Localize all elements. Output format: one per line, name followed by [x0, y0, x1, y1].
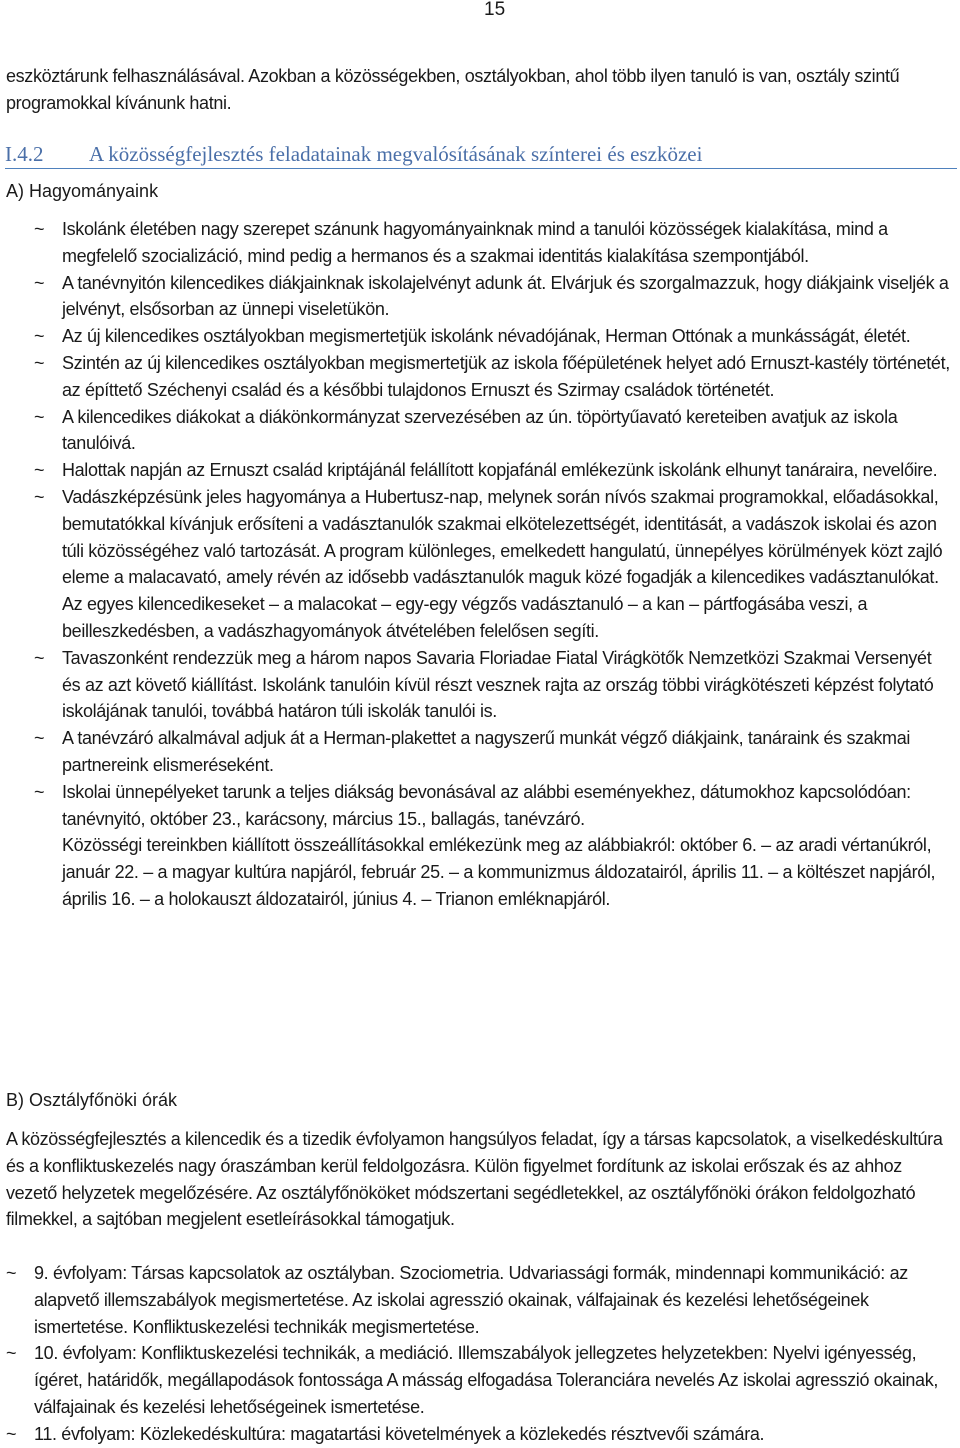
list-item	[0, 457, 960, 484]
list-item	[0, 350, 960, 404]
list-item-text: A tanévzáró alkalmával adjuk át a Herman-plakettet a nagyszerű munkát végző diákjaink, tanáraink és szakmai partnereink elismeréseként.	[62, 728, 911, 775]
tilde-bullet-icon: ~	[34, 647, 45, 668]
list-item-text: A kilencedikes diákokat a diákönkormányzat szervezésében az ún. töpörtyűavató kereteiben avatjuk az iskola tanulóivá.	[62, 406, 898, 454]
tilde-bullet-icon: ~	[6, 1343, 17, 1364]
tilde-bullet-icon: ~	[34, 352, 45, 373]
tilde-bullet-icon: ~	[6, 1423, 17, 1444]
subsection-title-traditions: A) Hagyományaink	[6, 181, 159, 201]
list-item-text: Az új kilencedikes osztályokban megismertetjük iskolánk névadójának, Herman Ottónak a munkásságát, életét.	[62, 326, 911, 347]
section-heading	[5, 141, 957, 169]
list-item	[0, 725, 960, 779]
list-item	[0, 404, 960, 458]
tilde-bullet-icon: ~	[34, 272, 45, 293]
list-item	[0, 1421, 960, 1448]
page-number: 15	[484, 0, 506, 20]
section-heading-number: I.4.2	[5, 142, 44, 166]
list-item	[0, 1340, 960, 1420]
list-item-text: Iskolai ünnepélyeket tarunk a teljes diákság bevonásával az alábbi eseményekhez, dátumokhoz kapcsolódóan: tanévnyitó, október 23., karácsony, március 15., ballagás, tanévzáró.	[62, 781, 911, 829]
tilde-bullet-icon: ~	[34, 781, 45, 802]
list-item-text: Vadászképzésünk jeles hagyománya a Hubertusz-nap, melynek során nívós szakmai programokkal, előadásokkal, bemutatókkal kívánjuk erősíteni a vadásztanulók szakmai elkötelezettségét, identitását, a vadászok iskolai és azon túli közösségéhez való tartozását. A program különleges, emelkedett hangulatú, ünnepélyes körülmények közt zajló eleme a malacavató, amely révén az idősebb vadásztanulók maguk közé fogadják a kilencedikes vadásztanulókat. Az egyes kilencedikeseket – a malacokat – egy-egy végzős vadásztanuló – a kan – pártfogásába veszi, a beilleszkedésben, a vadászhagyományok átvételében felelősen segíti.	[62, 486, 943, 641]
list-item	[0, 779, 960, 833]
list-item	[0, 216, 960, 270]
commemorations-paragraph: Közösségi tereinkben kiállított összeállításokkal emlékezünk meg az alábbiakról: október 6. – az aradi vértanúkról, január 22. – a magyar kultúra napjáról, február 25. – a kommunizmus áldozatairól, április 11. – a költészet napjáról, április 16. – a holokauszt áldozatairól, június 4. – Trianon emléknapjáról.	[62, 835, 936, 909]
traditions-list	[0, 216, 960, 913]
list-item	[0, 323, 960, 350]
list-item	[0, 1260, 960, 1340]
tilde-bullet-icon: ~	[6, 1263, 17, 1283]
list-item	[0, 270, 960, 324]
list-item-text: 10. évfolyam: Konfliktuskezelési technikák, a mediáció. Illemszabályok jellegzetes helyzetekben: Nyelvi igényesség, ígéret, határidők, megállapodások fontossága A másság elfogadása Toleranciára nevelés Az iskolai agresszió okainak, válfajainak és kezelési lehetőségeinek ismertetése.	[34, 1343, 938, 1417]
homeroom-list	[0, 1260, 960, 1448]
tilde-bullet-icon: ~	[34, 728, 45, 749]
list-item-text: Tavaszonként rendezzük meg a három napos Savaria Floriadae Fiatal Virágkötők Nemzetközi Szakmai Versenyét és az azt követő kiállítást. Iskolánk tanulóin kívül részt vesznek rajta az ország többi virágkötészeti képzést folytató iskolájának tanulói, továbbá határon túli iskolák tanulói is.	[62, 647, 934, 722]
tilde-bullet-icon: ~	[34, 460, 45, 481]
tilde-bullet-icon: ~	[34, 486, 45, 507]
tilde-bullet-icon: ~	[34, 219, 45, 239]
homeroom-paragraph: A közösségfejlesztés a kilencedik és a tizedik évfolyamon hangsúlyos feladat, így a társas kapcsolatok, a viselkedéskultúra és a konfliktuskezelés nagy óraszámban kerül feldolgozásra. Külön figyelmet fordítunk az iskolai erőszak és az ahhoz vezető helyzetek megelőzésére. Az osztályfőnököket módszertani segédletekkel, az osztályfőnöki órákon feldolgozható filmekkel, a sajtóban megjelent esetleírásokkal támogatjuk.	[6, 1129, 943, 1230]
tilde-bullet-icon: ~	[34, 406, 45, 427]
list-item-text: Halottak napján az Ernuszt család kriptájánál felállított kopjafánál emlékezünk iskolánk elhunyt tanáraira, nevelőire.	[62, 460, 938, 481]
tilde-bullet-icon: ~	[34, 326, 45, 347]
subsection-title-homeroom: B) Osztályfőnöki órák	[6, 1090, 178, 1110]
list-item-text: 11. évfolyam: Közlekedéskultúra: magatartási követelmények a közlekedés résztvevői számára.	[34, 1423, 765, 1444]
section-heading-title: A közösségfejlesztés feladatainak megvalósításának színterei és eszközei	[89, 142, 703, 166]
list-item-text: A tanévnyitón kilencedikes diákjainknak iskolajelvényt adunk át. Elvárjuk és szorgalmazzuk, hogy diákjaink viseljék a jelvényt, elsősorban az ünnepi viseletükön.	[62, 272, 949, 320]
intro-paragraph: eszköztárunk felhasználásával. Azokban a közösségekben, osztályokban, ahol több ilyen tanuló is van, osztály szintű programokkal kívánunk hatni.	[6, 66, 900, 113]
list-item-text: Szintén az új kilencedikes osztályokban megismertetjük az iskola főépületének helyet adó Ernuszt-kastély történetét, az építtető Széchenyi család és a későbbi tulajdonos Ernuszt és Szirmay családok történetét.	[62, 352, 950, 400]
list-item-text: Iskolánk életében nagy szerepet szánunk hagyományainknak mind a tanulói közösségek kialakítása, mind a megfelelő szocializáció, mind pedig a hermanos és a szakmai identitás kialakítása szempontjából.	[62, 219, 888, 266]
list-item	[0, 645, 960, 725]
list-item-text: 9. évfolyam: Társas kapcsolatok az osztályban. Szociometria. Udvariassági formák, mindennapi kommunikáció: az alapvető illemszabályok megismertetése. Az iskolai agresszió okainak, válfajainak és kezelési lehetőségeinek ismertetése. Konfliktuskezelési technikák megismertetése.	[34, 1263, 908, 1337]
list-item	[0, 484, 960, 645]
